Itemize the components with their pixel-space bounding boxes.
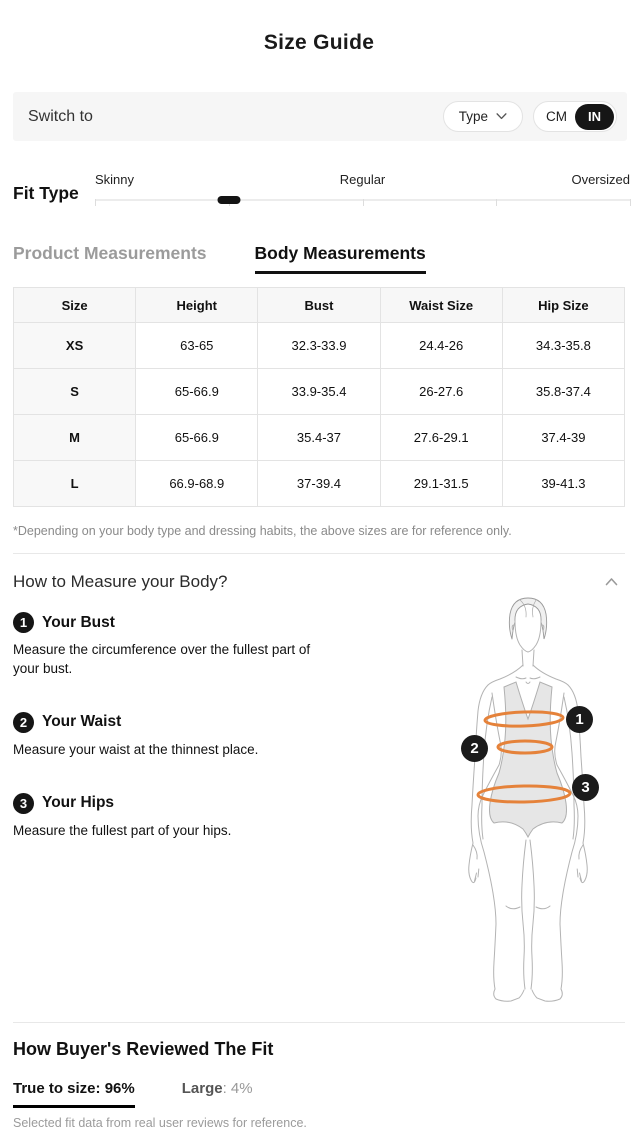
chevron-down-icon [496,113,507,120]
col-header-size: Size [14,288,136,323]
col-header-hip: Hip Size [502,288,624,323]
fit-scale-label-oversized: Oversized [571,172,630,187]
table-row-s [14,369,625,415]
cell-hip: 37.4-39 [502,415,624,461]
slider-tick [496,199,497,206]
review-fit-tabs [13,1080,253,1108]
type-dropdown-label: Type [458,109,488,124]
cell-size: L [14,461,136,507]
switch-to-label: Switch to [28,107,93,125]
review-section-title: How Buyer's Reviewed The Fit [13,1039,274,1059]
slider-tick [363,199,364,206]
slider-tick [95,199,96,206]
tab-product-measurements[interactable]: Product Measurements [13,243,207,263]
table-row-xs [14,323,625,369]
instruction-waist [13,712,335,760]
col-header-bust: Bust [258,288,380,323]
review-note: Selected fit data from real user reviews for reference. [13,1116,307,1130]
section-divider [13,553,625,554]
cell-height: 65-66.9 [136,415,258,461]
cell-height: 66.9-68.9 [136,461,258,507]
measure-section-header [13,570,622,593]
cell-bust: 37-39.4 [258,461,380,507]
unit-option-in-selected[interactable]: IN [575,104,614,130]
instruction-desc: Measure your waist at the thinnest place. [13,741,259,757]
table-row-l [14,461,625,507]
fit-scale-label-skinny: Skinny [95,172,135,187]
tab-body-measurements[interactable]: Body Measurements [255,243,426,274]
table-header-row [14,288,625,323]
instruction-bust [13,612,335,679]
number-badge-1: 1 [13,612,34,633]
type-dropdown-button[interactable] [443,101,523,132]
cell-hip: 35.8-37.4 [502,369,624,415]
instruction-hips [13,793,335,841]
fit-type-slider-track[interactable] [95,199,630,201]
number-badge-3: 3 [13,793,34,814]
fit-scale-label-regular: Regular [339,172,386,187]
col-header-waist: Waist Size [380,288,502,323]
figure-badge-bust: 1 [566,706,593,733]
unit-option-cm[interactable]: CM [546,109,567,124]
cell-bust: 33.9-35.4 [258,369,380,415]
collapse-section-button[interactable] [601,570,622,593]
table-row-m [14,415,625,461]
instruction-title: Your Waist [42,713,122,731]
slider-tick [630,199,631,206]
size-disclaimer: *Depending on your body type and dressing habits, the above sizes are for reference only. [13,524,512,538]
cell-size: M [14,415,136,461]
cell-size: S [14,369,136,415]
instruction-title: Your Hips [42,794,115,812]
page-title: Size Guide [263,31,375,54]
section-divider [13,1022,625,1023]
col-header-height: Height [136,288,258,323]
instruction-desc: Measure the circumference over the fullest part of your bust. [13,642,311,676]
cell-waist: 29.1-31.5 [380,461,502,507]
chevron-up-icon [605,574,618,589]
figure-badge-waist: 2 [461,735,488,762]
cell-waist: 26-27.6 [380,369,502,415]
fit-type-label: Fit Type [13,183,79,203]
number-badge-2: 2 [13,712,34,733]
cell-waist: 24.4-26 [380,323,502,369]
true-to-size-chip[interactable] [13,1080,135,1108]
cell-bust: 35.4-37 [258,415,380,461]
measure-section-title: How to Measure your Body? [13,571,228,591]
cell-height: 65-66.9 [136,369,258,415]
cell-hip: 39-41.3 [502,461,624,507]
cell-hip: 34.3-35.8 [502,323,624,369]
large-fit-value: : 4% [222,1080,253,1097]
figure-badge-hips: 3 [572,774,599,801]
large-fit-label: Large [181,1080,223,1097]
measure-instructions [13,612,335,874]
true-to-size-value: 96% [104,1080,135,1097]
cell-size: XS [14,323,136,369]
cell-waist: 27.6-29.1 [380,415,502,461]
cell-bust: 32.3-33.9 [258,323,380,369]
switch-to-bar [13,92,627,141]
instruction-title: Your Bust [42,613,115,631]
fit-type-slider-handle[interactable] [217,196,240,204]
measurement-tabs [13,243,426,274]
fit-type-row [13,169,630,215]
body-figure-illustration [430,593,630,1013]
switch-controls [443,101,617,132]
body-measurements-table [13,287,625,507]
instruction-desc: Measure the fullest part of your hips. [13,822,232,838]
large-fit-chip[interactable] [182,1080,253,1097]
unit-toggle[interactable] [533,101,617,132]
cell-height: 63-65 [136,323,258,369]
true-to-size-label: True to size: [13,1080,101,1097]
fit-type-slider[interactable] [95,169,630,215]
